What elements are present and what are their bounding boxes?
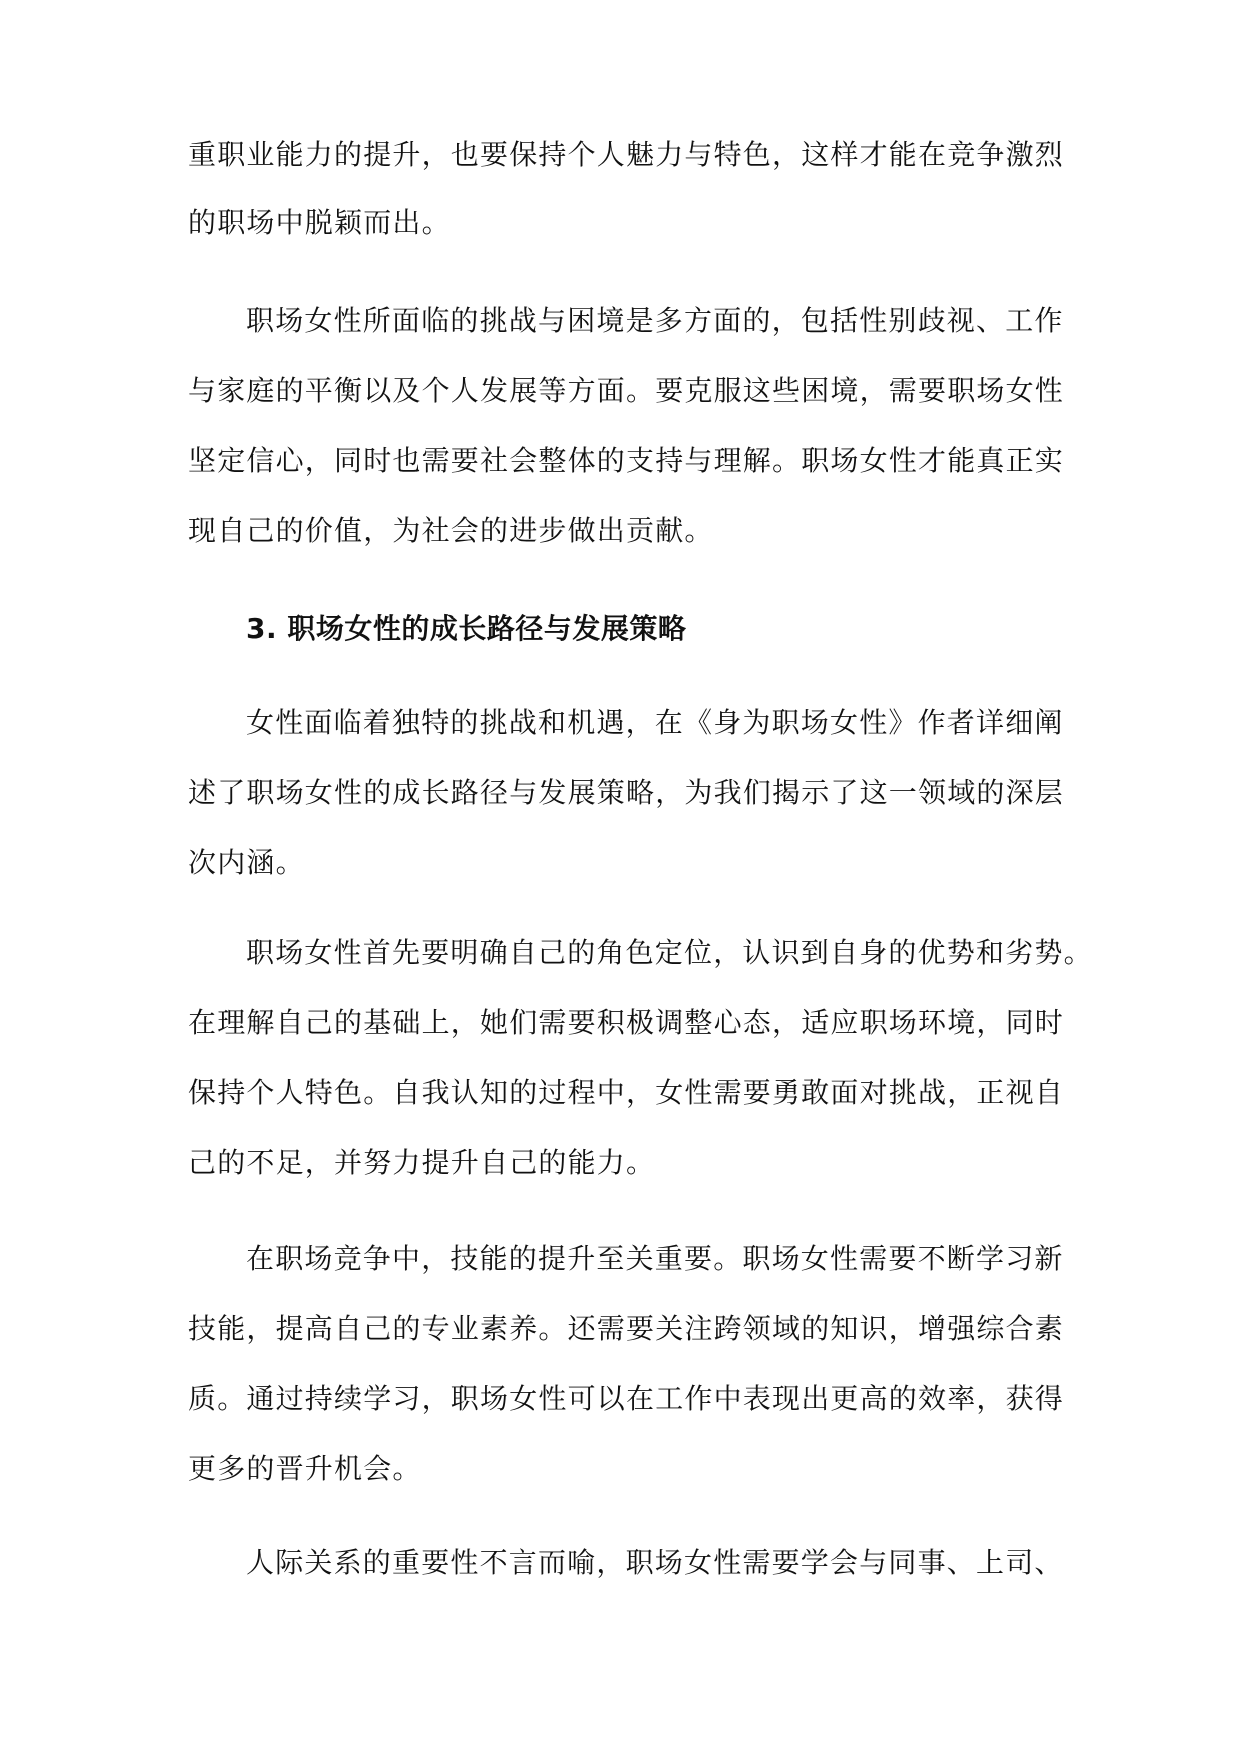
paragraph-line: 现自己的价值，为社会的进步做出贡献。 (188, 514, 714, 547)
paragraph-line: 的职场中脱颖而出。 (188, 206, 451, 239)
paragraph-line: 在理解自己的基础上，她们需要积极调整心态，适应职场环境，同时 (188, 1006, 1065, 1039)
paragraph-line: 职场女性首先要明确自己的角色定位，认识到自身的优势和劣势。 (246, 936, 1093, 969)
paragraph-line: 己的不足，并努力提升自己的能力。 (188, 1146, 656, 1179)
paragraph-line: 更多的晋升机会。 (188, 1452, 422, 1485)
paragraph-line: 质。通过持续学习，职场女性可以在工作中表现出更高的效率，获得 (188, 1382, 1065, 1415)
paragraph-line: 女性面临着独特的挑战和机遇，在《身为职场女性》作者详细阐 (246, 706, 1064, 739)
paragraph-line: 人际关系的重要性不言而喻，职场女性需要学会与同事、上司、 (246, 1546, 1064, 1579)
paragraph-line: 次内涵。 (188, 846, 305, 879)
paragraph-line: 职场女性所面临的挑战与困境是多方面的，包括性别歧视、工作 (246, 304, 1064, 337)
paragraph-line: 技能，提高自己的专业素养。还需要关注跨领域的知识，增强综合素 (188, 1312, 1065, 1345)
paragraph-line: 保持个人特色。自我认知的过程中，女性需要勇敢面对挑战，正视自 (188, 1076, 1065, 1109)
paragraph-line: 坚定信心，同时也需要社会整体的支持与理解。职场女性才能真正实 (188, 444, 1065, 477)
paragraph-line: 与家庭的平衡以及个人发展等方面。要克服这些困境，需要职场女性 (188, 374, 1065, 407)
paragraph-line: 在职场竞争中，技能的提升至关重要。职场女性需要不断学习新 (246, 1242, 1064, 1275)
paragraph-line: 述了职场女性的成长路径与发展策略，为我们揭示了这一领域的深层 (188, 776, 1065, 809)
paragraph-line: 重职业能力的提升，也要保持个人魅力与特色，这样才能在竞争激烈 (188, 138, 1065, 171)
section-heading: 3. 职场女性的成长路径与发展策略 (246, 612, 687, 645)
